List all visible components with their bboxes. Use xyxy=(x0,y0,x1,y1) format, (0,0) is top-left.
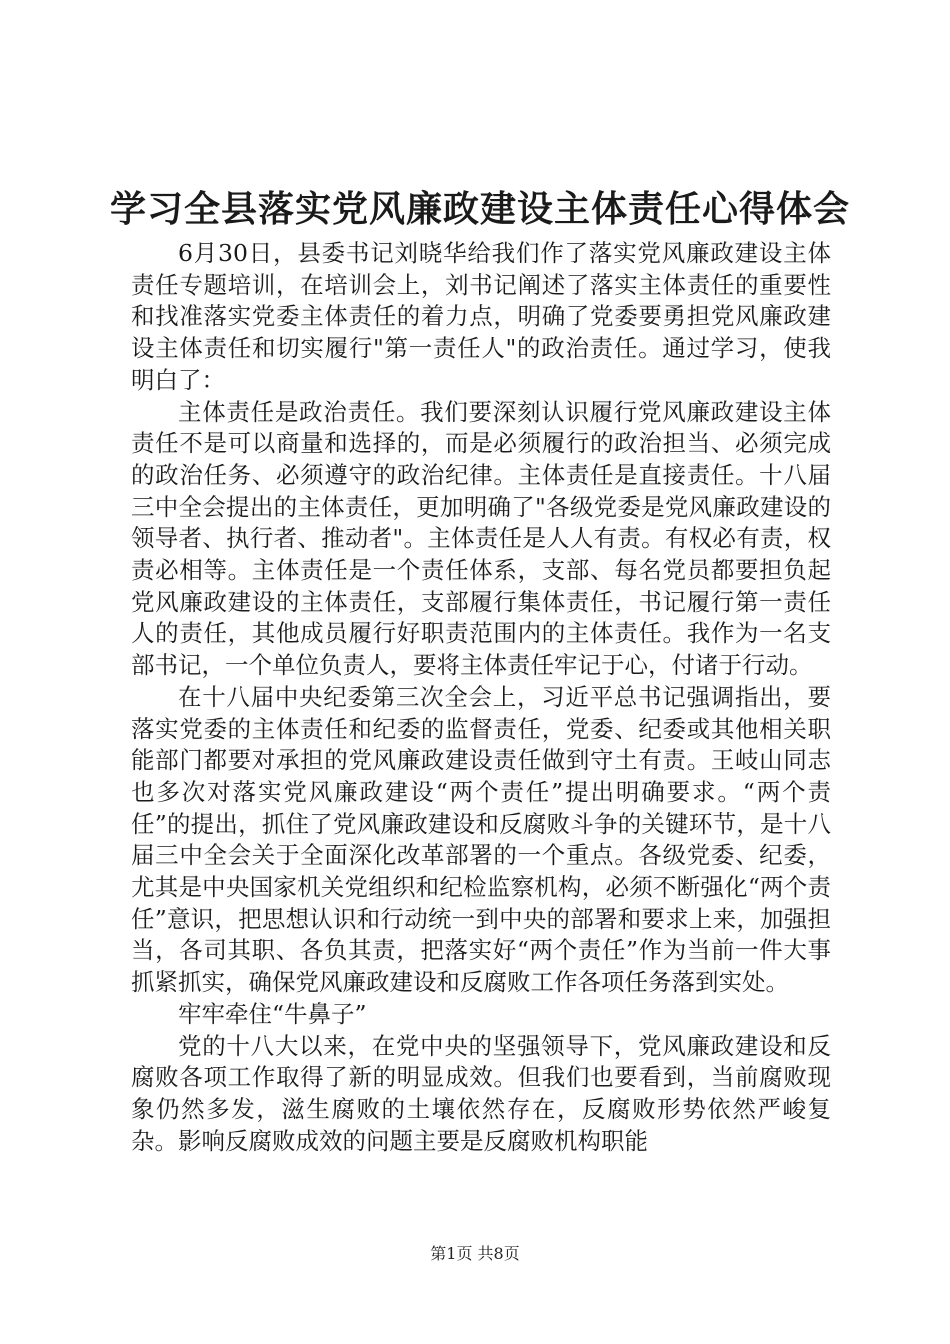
paragraph-two-responsibilities: 在十八届中央纪委第三次全会上，习近平总书记强调指出，要落实党委的主体责任和纪委的监督责任，党委、纪委或其他相关职能部门都要对承担的党风廉政建设责任做到守土有责。王岐山同志也多次对落实党风廉政建设“两个责任”提出明确要求。“两个责任”的提出，抓住了党风廉政建设和反腐败斗争的关键环节，是十八届三中全会关于全面深化改革部署的一个重点。各级党委、纪委，尤其是中央国家机关党组织和纪检监察机构，必须不断强化“两个责任”意识，把思想认识和行动统一到中央的部署和要求上来，加强担当，各司其职、各负其责，把落实好“两个责任”作为当前一件大事抓紧抓实，确保党风廉政建设和反腐败工作各项任务落到实处。 xyxy=(131,682,831,997)
paragraph-political-responsibility: 主体责任是政治责任。我们要深刻认识履行党风廉政建设主体责任不是可以商量和选择的，而是必须履行的政治担当、必须完成的政治任务、必须遵守的政治纪律。主体责任是直接责任。十八届三中全会提出的主体责任，更加明确了"各级党委是党风廉政建设的领导者、执行者、推动者"。主体责任是人人有责。有权必有责，权责必相等。主体责任是一个责任体系，支部、每名党员都要担负起党风廉政建设的主体责任，支部履行集体责任，书记履行第一责任人的责任，其他成员履行好职责范围内的主体责任。我作为一名支部书记，一个单位负责人，要将主体责任牢记于心，付诸于行动。 xyxy=(131,397,831,680)
section-heading: 牢牢牵住“牛鼻子” xyxy=(178,999,367,1028)
page-number-footer: 第1页 共8页 xyxy=(430,1244,520,1263)
paragraph-anti-corruption: 党的十八大以来，在党中央的坚强领导下，党风廉政建设和反腐败各项工作取得了新的明显成效。但我们也要看到，当前腐败现象仍然多发，滋生腐败的土壤依然存在，反腐败形势依然严峻复杂。影响反腐败成效的问题主要是反腐败机构职能 xyxy=(131,1031,831,1155)
document-title: 学习全县落实党风廉政建设主体责任心得体会 xyxy=(110,188,851,230)
document-body xyxy=(131,238,831,1157)
paragraph-intro: 6月30日，县委书记刘晓华给我们作了落实党风廉政建设主体责任专题培训，在培训会上，刘书记阐述了落实主体责任的重要性和找准落实党委主体责任的着力点，明确了党委要勇担党风廉政建设主体责任和切实履行"第一责任人"的政治责任。通过学习，使我明白了： xyxy=(131,239,831,394)
